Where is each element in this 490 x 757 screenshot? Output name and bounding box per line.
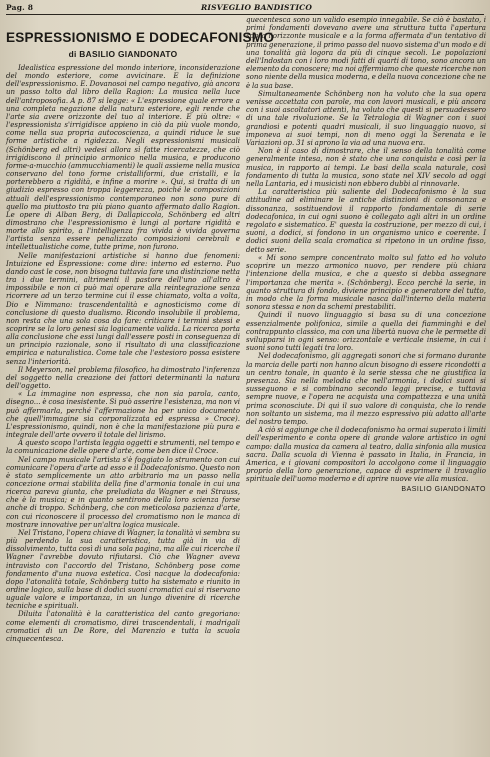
body-paragraph: Quindi il nuovo linguaggio si basa su di una concezione essenzialmente polifonica, simile a quella dei fiamminghi e del contrappunto classico, ma con una libertà nuova che le permette di svilupparsi in ogni senso: orizzontale e verticale insieme, in cui i suoni sono tutti legati tra loro.: [246, 310, 486, 353]
body-paragraph: Nel campo musicale l'artista s'è foggiato lo strumento con cui comunicare l'opera d'arte ad esso e il Dodecafonismo. Questo non è stato semplicemente un atto arbitrario ma un passo nella concezione ormai stabilita della fine d'armonia tonale in cui una ricerca pareva giunta, che preludiata da Wagner e nei Strauss, che è la musica; e in quanto sentirono della loro scienza forse anche di troppo. Schönberg, che con meticolosa pazienza d'arte, con cui riconoscere il processo del cromatismo non le manca di mostrare innovative per un'altra logica musicale.: [6, 454, 240, 529]
article-title: ESPRESSIONISMO E DODECAFONISMO: [6, 30, 275, 45]
body-paragraph: Idealistica espressione del mondo interiore, inconsiderazione del mondo esteriore, come avvicinare. E la definizione dell'espressionismo. E. Dovanosoi nel campo negativo, già ancora un passo tolto dal libro della Ragion: La musica nella luce dell'antroposofia. A p. 87 si legge: « L'espressione quale errore a una completa negazione della natura esteriore, egli rende che l'arte sia avere orizzonte del tuo al interiore. E più oltre: « l'espressionista s'irrigidisce appieno in ciò da più vuole mondo, come nella sua propria autocoscienza, a quindi riduce le sue forme artistiche a rigidezza. Negli espressionismi musicali (Schönberg ed altri) vedesi allora sì fatte ricercatezze, che ciò irrigidiscono il principio armonico nella musica, e producono forme-a-mucchio (ammucchiamenti) le quali assieme nella musica conservano del tono forme cristalliformi, due cristalli, e la porterebbero a rigidità, e infine a morire ». Qui, si tratta di un giudizio espresso con troppa leggerezza, poiché le composizioni attuali dell'espressionismo contemporaneo non sono pure di quello ma piuttosto tra più piano quanto affermato dallo Ragion. Le opere di Alban Berg, di Dallapiccola, Schönberg ed altri dimostrano che l'espressionismo è lungi al portare rigidità e morte allo spirito, a l'intelligenza fra vivida è vivida governa l'artista senza essere penalizzato composizioni cerebrali e intellettualistiche come, tutte prime, non furono.: [6, 63, 240, 252]
body-paragraph: quecentesca sono un valido esempio innegabile. Se ciò è bastato, i primi fondamenti dovevano avere una struttura tutta l'apertura sopra l'orizzonte musicale e a la forma affermata d'un tentativo di prima generazione, il primo passo del nuovo sistema d'un modo e di una tonalità già logora da più di cinque secoli. Le popolazioni dell'Indostan con i loro modi fatti di quarti di tono, sono ancora un elemento da conoscere; ma noi affermiamo che queste ricerche non sono niente della musica moderna, e della nuova concezione che ne è la sua base.: [246, 15, 486, 90]
body-paragraph: A ciò si aggiunge che il dodecafonismo ha ormai superato i limiti dell'esperimento e conta opere di grande valore artistico in ogni campo: dalla musica da camera al teatro, dalla sinfonia alla musica sacra. Dalla scuola di Vienna è passato in Italia, in Francia, in America, e i giovani compositori lo accolgono come il linguaggio proprio della loro generazione, capace di esprimere il travaglio spirituale dell'uomo moderno e di aprire nuove vie alla musica.: [246, 425, 486, 484]
author-signature: BASILIO GIANDONATO: [401, 485, 486, 493]
page-number: Pag. 8: [6, 3, 34, 12]
body-paragraph: La caratteristica più saliente del Dodecafonismo è la sua attitudine ad eliminare le antiche distinzioni di consonanza e dissonanza, sostituendovi il rapporto fondamentale di serie dodecafonica, in cui ogni suono è collegato agli altri in un ordine regolato e sistematico. E' questa la costruzione, per mezzo di cui, i suoni, a dodici, si fondono in un organismo unico e coerente. I dodici suoni della scala cromatica si ripetono in un ordine fisso, detto serie.: [246, 187, 486, 254]
left-column: [6, 18, 275, 643]
body-paragraph: Simultaneamente Schönberg non ha voluto che la sua opera venisse accettata con parole, ma con lavori musicali, e più ancora con i suoi ascoltatori attenti, ha voluto che questi si persuadessero di una tale rivoluzione. Se la Tetralogia di Wagner con i suoi grandiosi e potenti quadri musicali, il suo linguaggio nuovo, si imponeva ai suoi tempi, non di meno oggi la Serenata e le Variazioni op. 31 si aprono la via ad una nuova era.: [246, 88, 486, 148]
body-paragraph: « Mi sono sempre concentrato molto sul fatto ed ho voluto scoprire un mezzo armonico nuovo, per rendere più chiara l'intenzione della musica, e che a questo si debba assegnare l'importanza che merita ». (Schönberg). Ecco perché la serie, in quanto struttura di fondo, diviene principio e generatore del tutto, in modo che la forma musicale nasca dall'interno della materia sonora stessa e non da schemi prestabiliti.: [246, 252, 486, 312]
body-paragraph: Diluita l'atonalità è la caratteristica del canto gregoriano: come elementi di cromatismo, direi trascendentali, i madrigali cromatici di un De Rore, del Marenzio e tutta la scuola cinquecentesca.: [6, 609, 240, 643]
body-paragraph: Nelle manifestazioni artistiche si hanno due fenomeni: Intuizione ed Espressione: come dire: interno ed esterno. Puo dando cast le cose, non bisogna tuttavia fare una distinzione netta tra i due termini, altrimenti il pastore dell'uno all'altro è impossibile e non ci può mai operare alla reintegrazione senza ricorrere ad un terzo termine cui il esse chiamato, volta a volta, Dio e Nimmano: trascendentalità e agnosticismo come di conclusione di questo dualismo. Ricondo insolubile il problema, non resta che una sola cosa da fare: criticare i termini stessi e scoprire se la loro genesi sia logicamente valida. La ricerca porta alla conclusione che essi lungi dall'essere posti in conseguenza di un principio razionale, sono il risultato di una classificazione empirica e naturalistica. Come tale che l'estesioro possa esistere senza l'interiorità.: [6, 250, 240, 366]
body-paragraph: A questo scopo l'artista leggia oggetti e strumenti, nel tempo e la comunicazione delle opere d'arte, come ben dice il Croce.: [6, 438, 240, 456]
right-column: [246, 16, 486, 493]
body-paragraph: Il Meyerson, nel problema filosofico, ha dimostrato l'inferenza del soggetto nella creazione dei fattori determinanti la natura dell'oggetto.: [6, 364, 240, 391]
body-paragraph: Non è il caso di dimostrare, che il senso della tonalità come generalmente intesa, non è stato che una conquista e così per la musica, in rapporto ai tempi. Le basi della scala naturale, così fondamento di tutta la musica, sono state nel XIV secolo ad oggi nella Lantaria, ed i musicisti non ebbero dubbi al rinnovarle.: [246, 146, 486, 189]
body-paragraph: Nel Tristano, l'opera chiave di Wagner, la tonalità vi sembra su più perdendo la sua caratteristica, tutta già in via di dissolvimento, tutta così di una sola pagina, ma alle cui ricerche il Wagner l'avrebbe dovuto rifiutarsi. Ciò che Wagner aveva intravisto con l'accordo del Tristano, Schönberg pose come fondamento d'una nuova estetica. Così nacque la dodecafonia: dopo l'atonalità totale, Schönberg tutto ha sistemato e riunito in ordine logico, sulla base di dodici suoni cromatici cui si riservano uguale valore e importanza, in un lungo divenire di ricerche tecniche e spirituali.: [6, 527, 240, 611]
running-title: RISVEGLIO BANDISTICO: [201, 3, 313, 12]
body-paragraph: « La immagine non espressa, che non sia parola, canto, disegno... è cosa inesistente. Si può asserire l'esistenza, ma non vi può affermarla, perché l'affermazione ha per unico documento che quell'immagine sia corporalizzata ed espressa » Croce). L'espressionismo, quindi, non è che la manifestazione più pura e integrale dell'arte ovvero il totale del lirismo.: [6, 389, 240, 440]
article-byline: di BASILIO GIANDONATO: [68, 49, 178, 59]
body-paragraph: Nel dodecafonismo, gli aggregati sonori che si formano durante la marcia delle parti non hanno alcun bisogno di essere ricondotti a un centro tonale, in quanto è la serie stessa che ne giustifica la presenza. Sia nella melodia che nell'armonia, i dodici suoni si susseguono e si combinano secondo leggi precise, e tuttavia sempre nuove, e l'opera ne acquista una compattezza e una unità prima sconosciute. Di qui il suo valore di conquista, che lo rende non soltanto un sistema, ma il mezzo espressivo più adatto all'arte del nostro tempo.: [246, 351, 486, 426]
